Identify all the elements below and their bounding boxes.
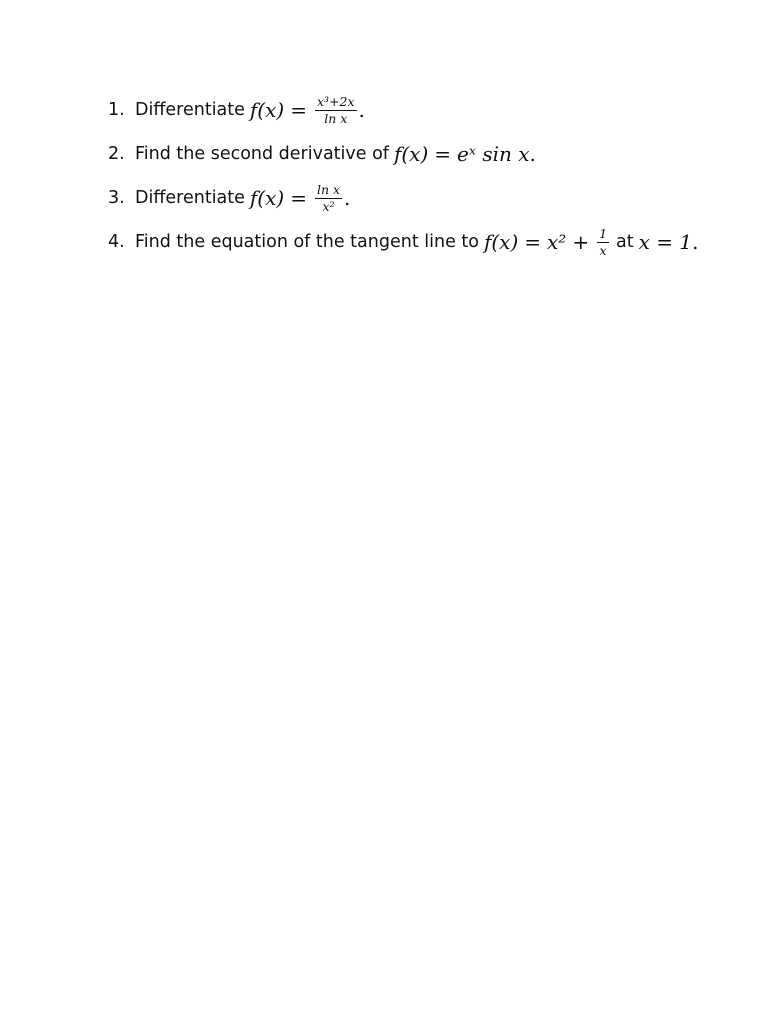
fraction-numerator: 1 — [599, 226, 608, 242]
function-lhs: f(x) = — [249, 186, 307, 210]
fraction — [315, 95, 357, 124]
problem-text: Differentiate — [135, 100, 245, 120]
condition: x = 1 — [638, 230, 693, 254]
plus-sign: + — [572, 230, 590, 254]
problem-number: 4. — [108, 232, 125, 252]
problem-list — [108, 88, 748, 264]
function-rhs: eˣ sin x — [457, 142, 530, 166]
fraction — [597, 227, 609, 256]
problem-text-middle: at — [616, 232, 634, 252]
problem-text: Find the second derivative of — [135, 144, 389, 164]
problem-1 — [108, 88, 748, 132]
problem-4 — [108, 220, 748, 264]
problem-2 — [108, 132, 748, 176]
period: . — [692, 230, 699, 254]
fraction-denominator: x² — [322, 198, 335, 214]
fraction-numerator: x³+2x — [316, 94, 355, 110]
fraction-denominator: ln x — [324, 110, 348, 126]
problem-number: 2. — [108, 144, 125, 164]
problem-number: 3. — [108, 188, 125, 208]
fraction — [315, 183, 342, 212]
problem-text: Differentiate — [135, 188, 245, 208]
period: . — [358, 98, 365, 122]
problem-number: 1. — [108, 100, 125, 120]
fraction-denominator: x — [599, 242, 607, 258]
function-lhs: f(x) = — [249, 98, 307, 122]
period: . — [529, 142, 536, 166]
function-lhs: f(x) = — [393, 142, 452, 166]
problem-text: Find the equation of the tangent line to — [135, 232, 479, 252]
function-term: x² — [547, 230, 567, 254]
function-lhs: f(x) = — [483, 230, 542, 254]
period: . — [344, 186, 351, 210]
problem-3 — [108, 176, 748, 220]
fraction-numerator: ln x — [316, 182, 341, 198]
